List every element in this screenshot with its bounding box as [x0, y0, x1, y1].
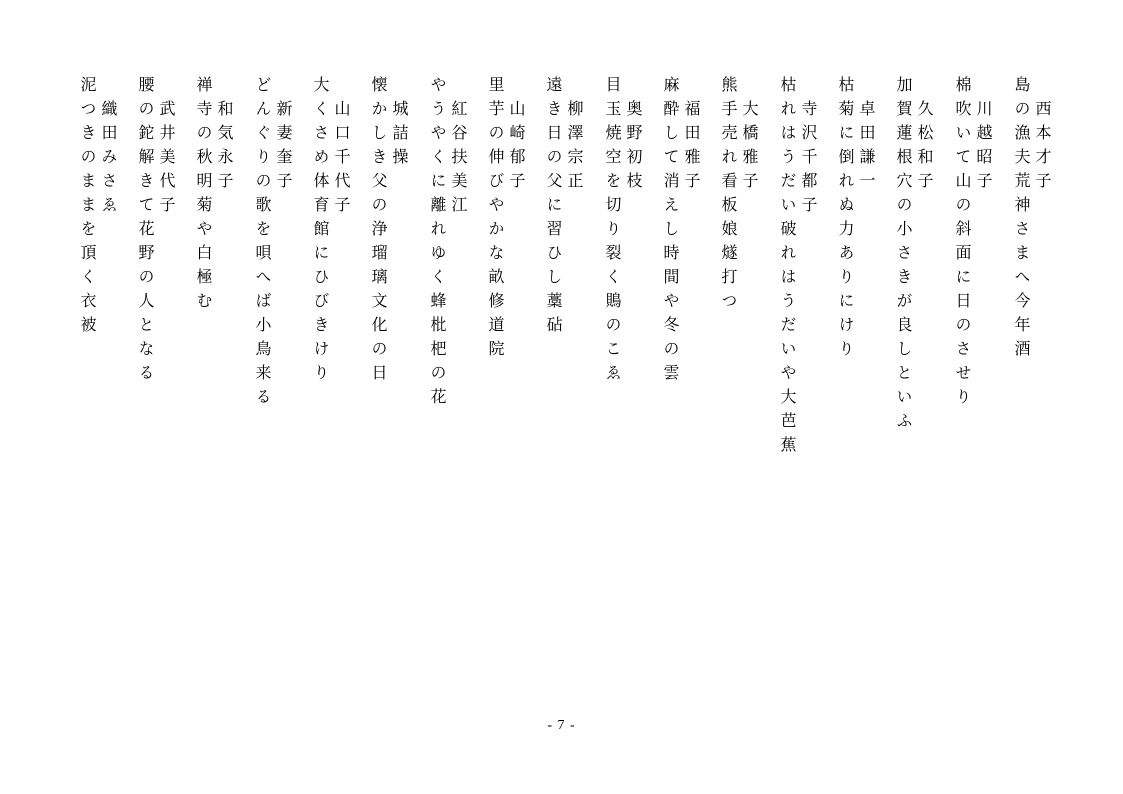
haiku-author: 大橋雅子 [740, 100, 759, 196]
haiku-entry [544, 76, 604, 536]
haiku-verse: やうやくに離れゆく蜂枇杷の花 [428, 76, 447, 412]
haiku-verse: 懐かしき父の浄瑠璃文化の日 [369, 76, 388, 388]
haiku-entry [253, 76, 313, 536]
haiku-entry [894, 76, 954, 536]
page-number: - 7 - [547, 718, 576, 733]
haiku-entry [661, 76, 721, 536]
haiku-author: 紅谷扶美江 [449, 100, 468, 220]
haiku-entry [369, 76, 429, 536]
haiku-verse: どんぐりの歌を唄へば小鳥来る [253, 76, 272, 412]
haiku-verse: 枯れはうだい破れはうだいや大芭蕉 [778, 76, 797, 460]
haiku-verse: 泥つきのままを頂く衣被 [78, 76, 97, 340]
haiku-author: 織田みさゑ [99, 100, 118, 220]
haiku-entry [953, 76, 1013, 536]
haiku-verse: 熊手売れ看板娘燧打つ [719, 76, 738, 316]
haiku-entry [778, 76, 838, 536]
haiku-verse: 大くさめ体育館にひびきけり [311, 76, 330, 388]
haiku-entry [136, 76, 196, 536]
haiku-author: 新妻奎子 [274, 100, 293, 196]
haiku-entry [428, 76, 488, 536]
haiku-author: 川越昭子 [974, 100, 993, 196]
haiku-verse: 枯菊に倒れぬ力ありにけり [836, 76, 855, 364]
haiku-verse: 遠き日の父に習ひし藁砧 [544, 76, 563, 340]
haiku-author: 福田雅子 [682, 100, 701, 196]
haiku-author: 久松和子 [915, 100, 934, 196]
haiku-entry [311, 76, 371, 536]
haiku-entry [719, 76, 779, 536]
haiku-author: 卓田謙一 [857, 100, 876, 196]
haiku-verse: 腰の鉈解きて花野の人となる [136, 76, 155, 388]
haiku-verse: 棉吹いて山の斜面に日のさせり [953, 76, 972, 412]
haiku-author: 山崎郁子 [507, 100, 526, 196]
haiku-entry [603, 76, 663, 536]
haiku-author: 和気永子 [215, 100, 234, 196]
haiku-author: 寺沢千都子 [799, 100, 818, 220]
haiku-entry [836, 76, 896, 536]
haiku-author: 武井美代子 [157, 100, 176, 220]
haiku-author: 西本才子 [1033, 100, 1052, 196]
haiku-author: 山口千代子 [332, 100, 351, 220]
haiku-author: 城詰操 [390, 100, 409, 172]
haiku-verse: 目玉焼空を切り裂く鵙のこゑ [603, 76, 622, 388]
haiku-verse: 島の漁夫荒神さまへ今年酒 [1012, 76, 1031, 364]
haiku-entry [486, 76, 546, 536]
haiku-entry [1012, 76, 1072, 536]
haiku-verse: 禅寺の秋明菊や白極む [194, 76, 213, 316]
haiku-verse: 加賀蓮根穴の小さきが良しといふ [894, 76, 913, 436]
haiku-author: 奥野初枝 [624, 100, 643, 196]
haiku-verse: 麻酔して消えし時間や冬の雲 [661, 76, 680, 388]
haiku-entry [78, 76, 138, 536]
haiku-verse: 里芋の伸びやかな畝修道院 [486, 76, 505, 364]
haiku-entry [194, 76, 254, 536]
haiku-author: 柳澤宗正 [565, 100, 584, 196]
